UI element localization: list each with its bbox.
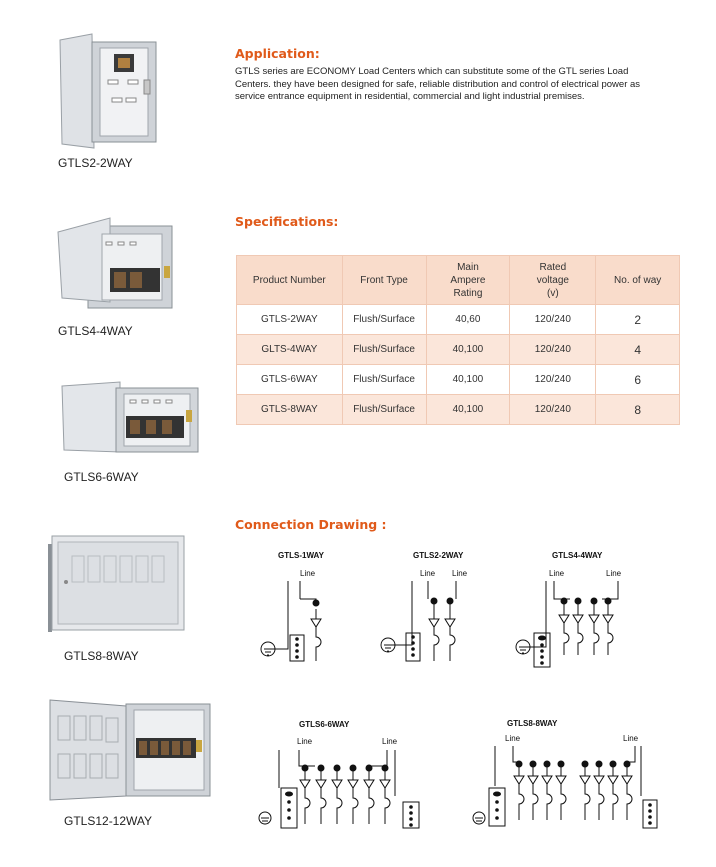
table-cell: 40,100 <box>426 395 510 425</box>
wiring-diagram-6way <box>255 744 435 838</box>
connection-title: Connection Drawing : <box>235 517 387 532</box>
product-caption: GTLS4-4WAY <box>58 324 133 338</box>
specifications-title: Specifications: <box>235 214 339 229</box>
table-row <box>237 395 680 425</box>
table-cell: 40,100 <box>426 365 510 395</box>
product-gtls6 <box>46 380 196 490</box>
wiring-diagram-8way <box>465 740 675 838</box>
line-label: Line <box>452 569 468 578</box>
line-label: Line <box>549 569 565 578</box>
table-cell: 120/240 <box>510 335 596 365</box>
table-cell: 120/240 <box>510 365 596 395</box>
diagram-title: GTLS4-4WAY <box>552 551 603 560</box>
table-row <box>237 335 680 365</box>
column-header: Product Number <box>237 256 343 305</box>
table-row <box>237 365 680 395</box>
table-cell: GLTS-4WAY <box>237 335 343 365</box>
table-cell: Flush/Surface <box>342 395 426 425</box>
product-gtls4 <box>46 212 176 342</box>
product-photo-gtls12 <box>46 696 212 802</box>
product-gtls12 <box>46 696 216 836</box>
line-label: Line <box>297 737 313 746</box>
product-caption: GTLS8-8WAY <box>64 649 139 663</box>
table-cell: 2 <box>596 305 680 335</box>
diagram-title: GTLS2-2WAY <box>413 551 464 560</box>
table-cell: 40,60 <box>426 305 510 335</box>
table-header-row <box>237 256 680 305</box>
column-header: Front Type <box>342 256 426 305</box>
product-photo-gtls8 <box>46 530 186 634</box>
diagram-title: GTLS8-8WAY <box>507 719 558 728</box>
table-cell: Flush/Surface <box>342 305 426 335</box>
wiring-diagram-2way <box>376 575 466 665</box>
table-cell: 40,100 <box>426 335 510 365</box>
column-header: Main Ampere Rating <box>426 256 510 305</box>
table-cell: 8 <box>596 395 680 425</box>
table-cell: 6 <box>596 365 680 395</box>
line-label: Line <box>606 569 622 578</box>
line-label: Line <box>623 734 639 743</box>
table-cell: GTLS-2WAY <box>237 305 343 335</box>
line-label: Line <box>505 734 521 743</box>
specifications-table <box>236 255 680 425</box>
table-cell: 120/240 <box>510 305 596 335</box>
line-label: Line <box>420 569 436 578</box>
product-caption: GTLS2-2WAY <box>58 156 133 170</box>
line-label: Line <box>382 737 398 746</box>
table-cell: GTLS-6WAY <box>237 365 343 395</box>
product-photo-gtls4 <box>52 212 178 312</box>
product-caption: GTLS6-6WAY <box>64 470 139 484</box>
column-header: No. of way <box>596 256 680 305</box>
diagram-title: GTLS-1WAY <box>278 551 324 560</box>
application-title: Application: <box>235 46 320 61</box>
table-cell: Flush/Surface <box>342 365 426 395</box>
product-photo-gtls6 <box>60 380 200 456</box>
application-body: GTLS series are ECONOMY Load Centers which can substitute some of the GTL series Load Centers. they have been designed for safe, reliable distribution and control of electrical power as service entrance equipment in residential, commercial and light industrial premises. <box>235 66 641 102</box>
product-caption: GTLS12-12WAY <box>64 814 153 828</box>
table-cell: Flush/Surface <box>342 335 426 365</box>
table-row <box>237 305 680 335</box>
diagram-title: GTLS6-6WAY <box>299 720 350 729</box>
table-cell: GTLS-8WAY <box>237 395 343 425</box>
product-photo-gtls2 <box>52 30 162 152</box>
line-label: Line <box>300 569 316 578</box>
product-gtls2 <box>46 30 166 180</box>
table-cell: 4 <box>596 335 680 365</box>
wiring-diagram-1way <box>258 575 338 665</box>
wiring-diagram-4way <box>510 575 630 675</box>
product-gtls8 <box>46 530 196 663</box>
column-header: Rated voltage (v) <box>510 256 596 305</box>
table-cell: 120/240 <box>510 395 596 425</box>
